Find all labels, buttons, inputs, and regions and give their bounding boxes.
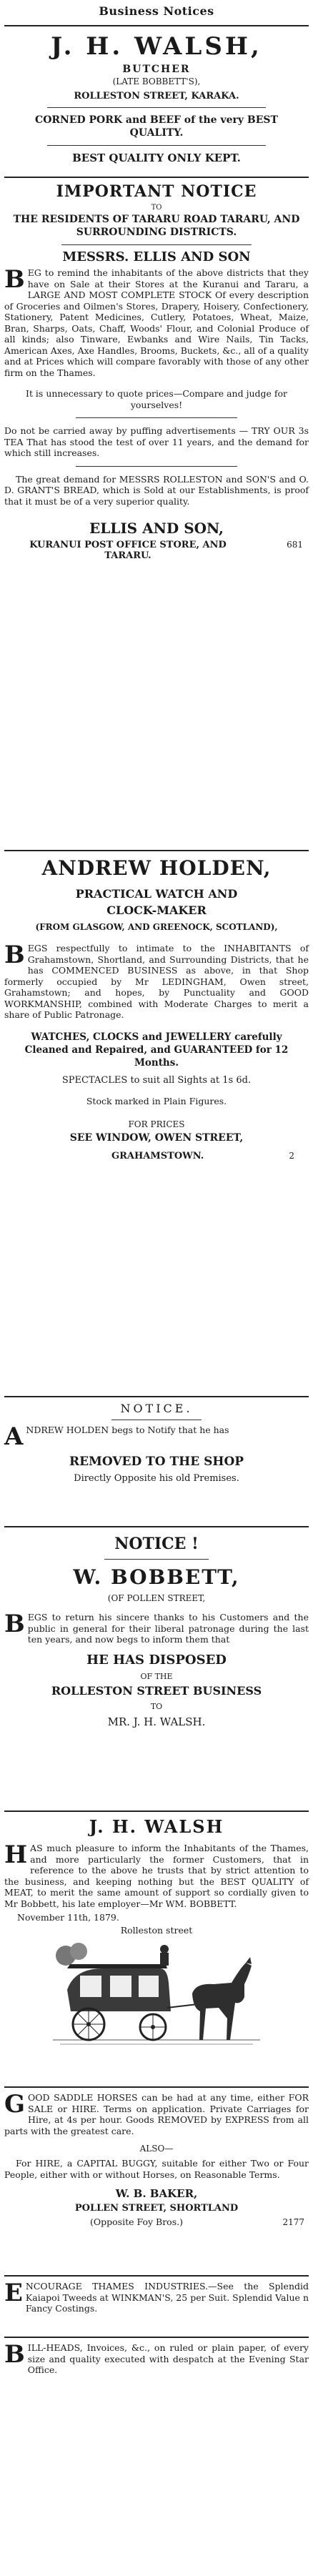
bobbett-notice-ad <box>4 1535 309 1806</box>
section-header: Business Notices <box>99 4 214 18</box>
horse-carriage-engraving <box>53 1940 260 2054</box>
walsh-notice-ad <box>4 1816 309 2082</box>
divider <box>47 145 266 146</box>
divider <box>4 1396 309 1397</box>
ad-body: NDREW HOLDEN begs to Notify that he has <box>26 1425 229 1435</box>
divider <box>4 25 309 26</box>
ad-to: TO <box>151 204 162 212</box>
ad-residents: THE RESIDENTS OF TARARU ROAD TARARU, AND SURROUNDING DISTRICTS. <box>13 214 300 238</box>
ad-title: NOTICE. <box>120 1402 193 1415</box>
ad-number: 2 <box>289 1150 294 1161</box>
ad-body: EGS to return his sincere thanks to his Customers and the public in general for their liberal patronage during the last ten years, and now begs to inform them that <box>27 1612 309 1645</box>
divider <box>76 466 237 467</box>
ad-title: NOTICE ! <box>114 1535 199 1553</box>
ad-street: Rolleston street <box>120 1924 193 1936</box>
holden-notice-ad <box>4 1402 309 1522</box>
ad-signature: ELLIS AND SON, <box>89 520 224 537</box>
drop-cap: B <box>4 265 25 294</box>
divider <box>4 177 309 178</box>
ad-body: It is unnecessary to quote prices—Compare and judge for yourselves! <box>26 388 287 410</box>
ad-name: W. BOBBETT, <box>73 1565 240 1589</box>
drop-cap: B <box>4 941 25 969</box>
drop-cap: B <box>4 1610 25 1638</box>
ad-body: NCOURAGE THAMES INDUSTRIES.—See the Splendid Kaiapoi Tweeds at WINKMAN'S, 25 per Suit. Splendid Value n Fancy Costings. <box>25 2281 309 2314</box>
ad-late: (LATE BOBBETT'S), <box>112 76 201 86</box>
divider <box>4 850 309 851</box>
divider <box>4 2275 309 2277</box>
divider <box>61 244 252 245</box>
ad-name: W. B. BAKER, <box>115 2187 198 2200</box>
ad-name: ANDREW HOLDEN, <box>41 856 272 880</box>
thames-industries-ad <box>4 2281 309 2332</box>
drop-cap: A <box>4 1422 24 1451</box>
ellis-son-ad <box>4 182 309 846</box>
ad-also: ALSO— <box>139 2144 174 2154</box>
billheads-ad <box>4 2342 309 2399</box>
ad-trade: PRACTICAL WATCH AND <box>75 887 238 901</box>
ad-body: SPECTACLES to suit all Sights at 1s 6d. <box>61 1074 252 1086</box>
ad-of-the: OF THE <box>140 1671 173 1681</box>
divider <box>4 1526 309 1527</box>
ad-body: Stock marked in Plain Figures. <box>86 1095 227 1106</box>
ad-opposite: (Opposite Foy Bros.) <box>90 2216 183 2227</box>
ad-to-name: MR. J. H. WALSH. <box>107 1715 206 1728</box>
ad-to: TO <box>150 1701 163 1711</box>
ad-for-prices: FOR PRICES <box>128 1119 185 1129</box>
holden-watchmaker-ad <box>4 856 309 1392</box>
ad-best: BEST QUALITY ONLY KEPT. <box>72 152 241 164</box>
ad-number: 681 <box>287 540 303 550</box>
walsh-butcher-ad <box>4 31 309 172</box>
ad-corned: CORNED PORK and BEEF of the very BEST QUALITY. <box>35 114 278 139</box>
ad-body: WATCHES, CLOCKS and JEWELLERY carefully Cleaned and Repaired, and GUARANTEED for 12 Months. <box>24 1031 289 1069</box>
ad-from: (FROM GLASGOW, AND GREENOCK, SCOTLAND), <box>35 922 278 932</box>
drop-cap: G <box>4 2090 26 2119</box>
ad-of: (OF POLLEN STREET, <box>107 1593 206 1603</box>
divider <box>76 417 237 418</box>
ad-name: J. H. WALSH <box>89 1816 224 1837</box>
ad-removed: REMOVED TO THE SHOP <box>69 1455 244 1469</box>
divider <box>4 1810 309 1812</box>
baker-horses-ad <box>4 2092 309 2271</box>
ad-number: 2177 <box>282 2217 304 2227</box>
ad-date: November 11th, 1879. <box>17 1912 119 1923</box>
ad-signature-address: KURANUI POST OFFICE STORE, AND TARARU. <box>29 540 227 561</box>
ad-body: AS much pleasure to inform the Inhabitants of the Thames, and more particularly the former Customers, that in reference to the above he trusts that by strict attention to the business, and keeping nothing but the BEST QUALITY of MEAT, to merit the same amount of support so cordially given to Mr Bobbett, his late employer—Mr WM. BOBBETT. <box>4 1843 309 1909</box>
ad-body: EGS respectfully to intimate to the INHABITANTS of Grahamstown, Shortland, and Surrounding Districts, that he has COMMENCED BUSINESS as above, in that Shop formerly occupied by Mr LEDINGHAM, Owen street, Grahamstown; and hopes, by Punctuality and GOOD WORKMANSHIP, combined with Moderate Charges to merit a share of Public Patronage. <box>4 943 309 1020</box>
divider <box>4 2086 309 2088</box>
ad-see: SEE WINDOW, OWEN STREET, <box>69 1131 244 1144</box>
ad-trade: CLOCK-MAKER <box>106 903 207 917</box>
ad-trade: BUTCHER <box>122 64 191 75</box>
drop-cap: H <box>4 1841 28 1869</box>
ad-body: EG to remind the inhabitants of the above districts that they have on Sale at their Stores at the Kuranui and Tararu, a LARGE AND MOST COMPLETE STOCK Of every description of Groceries and Oilmen's Stores, Drapery, Hoisery, Confectionery, Stationery, Patent Medicines, Cutlery, Potatoes, Wheat, Maize, Bran, Sharps, Oats, Chaff, Woods' Flour, and Colonial Produce of all kinds; also Tinware, Ewbanks and Wire Nails, Tin Tacks, American Axes, Axe Handles, Brooms, Buckets, &c., all of a quality and at Prices which will compare favorably with those of any other firm on the Thames. <box>4 267 309 378</box>
ad-title: IMPORTANT NOTICE <box>56 182 257 201</box>
drop-cap: B <box>4 2340 25 2369</box>
divider <box>47 107 266 108</box>
divider <box>104 1559 209 1560</box>
ad-town: GRAHAMSTOWN. <box>111 1150 204 1161</box>
ad-body: For HIRE, a CAPITAL BUGGY, suitable for either Two or Four People, either with or without Horses, on Reasonable Terms. <box>4 2158 309 2180</box>
ad-body: The great demand for MESSRS ROLLESTON and SON'S and O. D. GRANT'S BREAD, which is Sold at our Establishments, is proof that it must be of a very superior quality. <box>4 473 309 507</box>
ad-opposite: Directly Opposite his old Premises. <box>74 1473 239 1484</box>
ad-business: ROLLESTON STREET BUSINESS <box>51 1683 262 1698</box>
drop-cap: E <box>4 2279 23 2307</box>
ad-address: POLLEN STREET, SHORTLAND <box>74 2203 239 2214</box>
ad-name: J. H. WALSH, <box>51 32 262 61</box>
divider <box>4 2337 309 2338</box>
ad-address: ROLLESTON STREET, KARAKA. <box>74 91 239 101</box>
ad-body: OOD SADDLE HORSES can be had at any time, either FOR SALE or HIRE. Terms on application. Private Carriages for Hire, at 4s per hour. Goods REMOVED by EXPRESS from all parts with the greatest care. <box>4 2092 309 2136</box>
ad-body: ILL-HEADS, Invoices, &c., on ruled or plain paper, of every size and quality executed with despatch at the Evening Star Office. <box>27 2342 309 2375</box>
ad-firm: MESSRS. ELLIS AND SON <box>62 249 251 264</box>
ad-disposed: HE HAS DISPOSED <box>86 1652 227 1668</box>
ad-body: Do not be carried away by puffing advertisements — TRY OUR 3s TEA That has stood the test of over 11 years, and the demand for which still increases. <box>4 425 309 458</box>
